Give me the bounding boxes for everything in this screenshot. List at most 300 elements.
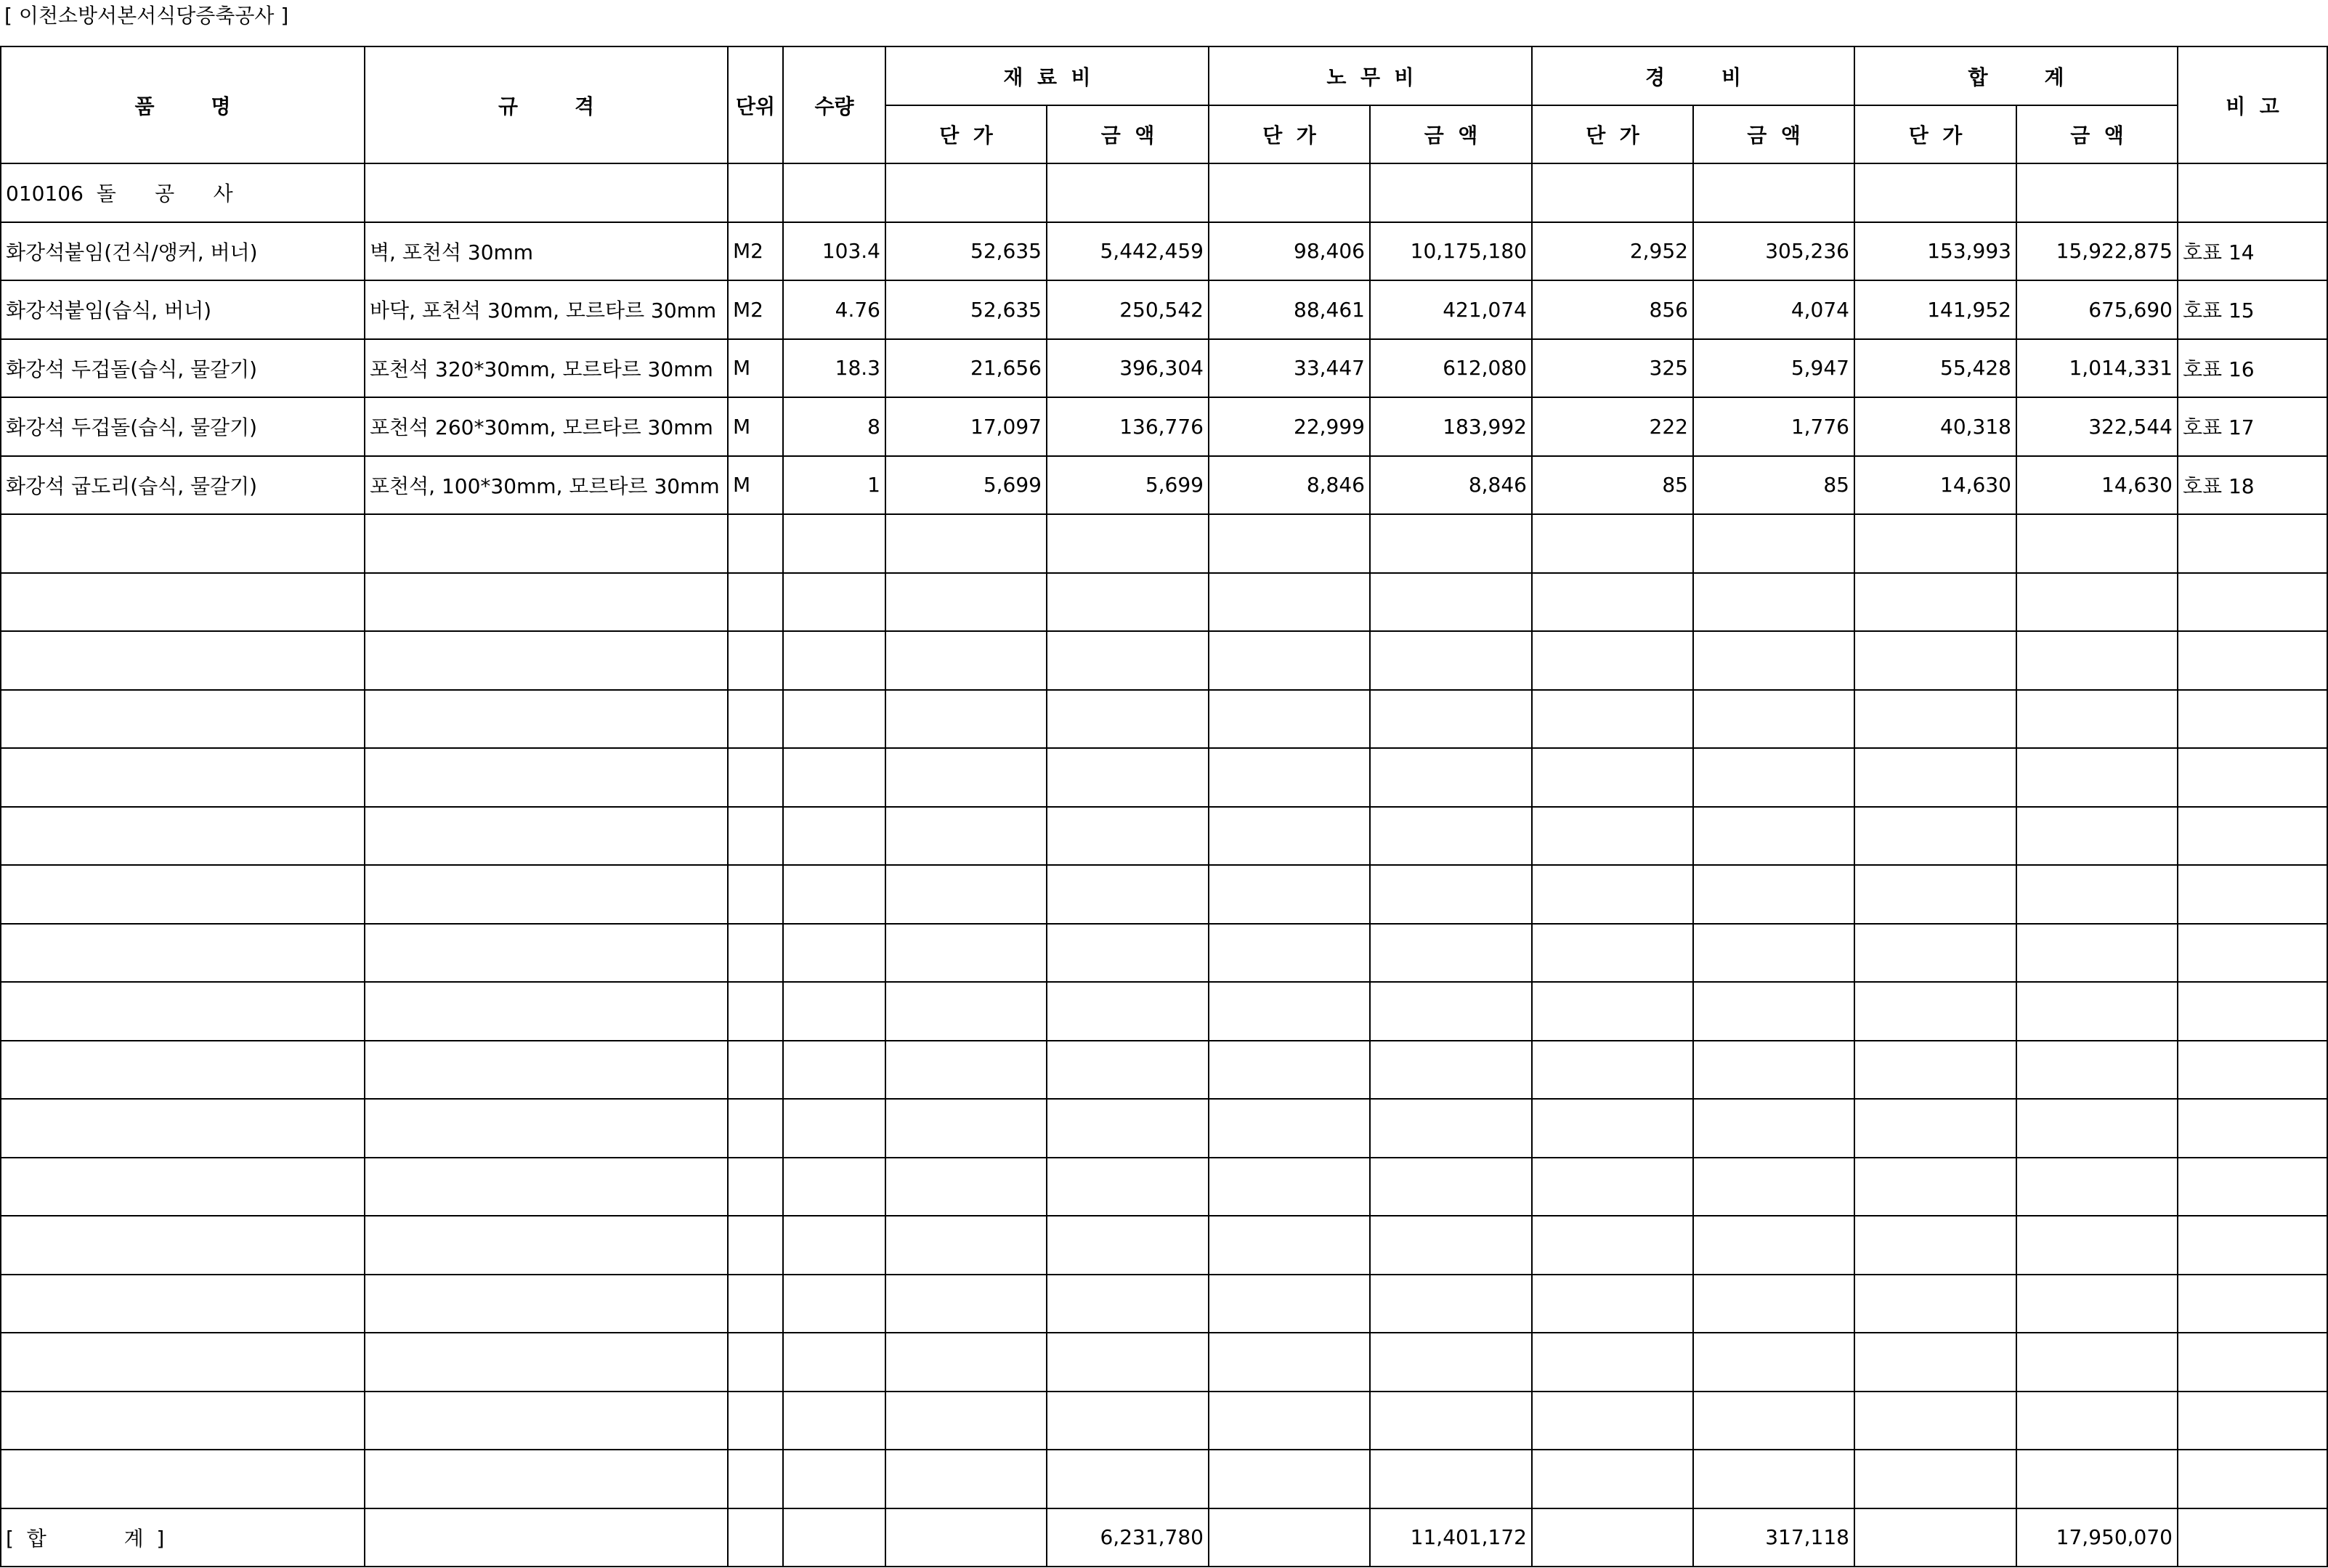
cell-expense-amount: 5,947 xyxy=(1693,339,1854,398)
cell-expense-unit-price: 856 xyxy=(1532,280,1693,339)
empty-cell xyxy=(2016,1041,2178,1100)
cell-name: 화강석붙임(습식, 버너) xyxy=(1,280,365,339)
empty-cell xyxy=(2016,1216,2178,1275)
header-remark: 비 고 xyxy=(2178,46,2327,163)
header-unit: 단위 xyxy=(728,46,783,163)
table-body xyxy=(1,163,2327,1567)
empty-cell xyxy=(1047,1333,1209,1392)
cell-labor-unit-price xyxy=(1209,163,1370,222)
empty-cell xyxy=(885,1275,1047,1333)
empty-row xyxy=(1,514,2327,573)
empty-cell xyxy=(2016,514,2178,573)
empty-cell xyxy=(728,1392,783,1450)
empty-cell xyxy=(1209,1041,1370,1100)
empty-cell xyxy=(1209,748,1370,807)
empty-cell xyxy=(1693,924,1854,983)
empty-row xyxy=(1,1333,2327,1392)
empty-cell xyxy=(728,1275,783,1333)
empty-cell xyxy=(2178,1216,2327,1275)
empty-cell xyxy=(783,1392,885,1450)
empty-cell xyxy=(1209,1216,1370,1275)
empty-cell xyxy=(885,807,1047,866)
empty-cell xyxy=(1370,1333,1532,1392)
empty-cell xyxy=(1370,631,1532,690)
empty-row xyxy=(1,1041,2327,1100)
empty-cell xyxy=(1854,865,2016,924)
cell-spec: 바닥, 포천석 30mm, 모르타르 30mm xyxy=(365,280,728,339)
empty-cell xyxy=(1047,514,1209,573)
empty-cell xyxy=(1370,1450,1532,1508)
empty-cell xyxy=(1209,1275,1370,1333)
empty-row xyxy=(1,1392,2327,1450)
empty-cell xyxy=(2016,690,2178,749)
summary-row xyxy=(1,1508,2327,1567)
summary-expense-amount: 317,118 xyxy=(1693,1508,1854,1567)
empty-cell xyxy=(2178,573,2327,632)
empty-cell xyxy=(1047,865,1209,924)
header-labor-unit-price: 단 가 xyxy=(1209,105,1370,163)
cell-total-amount: 15,922,875 xyxy=(2016,222,2178,281)
empty-cell xyxy=(2016,1333,2178,1392)
cell-material-unit-price: 17,097 xyxy=(885,397,1047,456)
empty-cell xyxy=(2178,1158,2327,1216)
empty-cell xyxy=(2178,1450,2327,1508)
empty-cell xyxy=(1693,1158,1854,1216)
empty-cell xyxy=(783,690,885,749)
empty-cell xyxy=(1854,631,2016,690)
empty-cell xyxy=(365,1450,728,1508)
empty-cell xyxy=(783,1099,885,1158)
empty-cell xyxy=(365,1099,728,1158)
summary-empty-cell xyxy=(728,1508,783,1567)
empty-cell xyxy=(783,1216,885,1275)
empty-cell xyxy=(1047,1392,1209,1450)
empty-cell xyxy=(1532,1158,1693,1216)
empty-cell xyxy=(728,690,783,749)
header-labor: 노 무 비 xyxy=(1209,46,1532,105)
cell-total-unit-price: 40,318 xyxy=(1854,397,2016,456)
empty-row xyxy=(1,1216,2327,1275)
empty-cell xyxy=(365,1392,728,1450)
empty-cell xyxy=(2178,807,2327,866)
empty-cell xyxy=(1532,807,1693,866)
header-expense-amount: 금 액 xyxy=(1693,105,1854,163)
cell-name: 010106 돌 공 사 xyxy=(1,163,365,222)
empty-cell xyxy=(1532,1099,1693,1158)
header-material-unit-price: 단 가 xyxy=(885,105,1047,163)
cell-total-unit-price: 153,993 xyxy=(1854,222,2016,281)
cell-material-amount: 250,542 xyxy=(1047,280,1209,339)
empty-cell xyxy=(2016,1158,2178,1216)
empty-cell xyxy=(885,982,1047,1041)
cell-labor-unit-price: 8,846 xyxy=(1209,456,1370,515)
empty-cell xyxy=(1854,924,2016,983)
empty-cell xyxy=(1854,573,2016,632)
empty-cell xyxy=(1047,924,1209,983)
empty-cell xyxy=(1370,982,1532,1041)
summary-total-amount: 17,950,070 xyxy=(2016,1508,2178,1567)
empty-cell xyxy=(365,1158,728,1216)
empty-cell xyxy=(1,1216,365,1275)
empty-cell xyxy=(885,1392,1047,1450)
empty-cell xyxy=(783,1450,885,1508)
empty-cell xyxy=(1532,1216,1693,1275)
empty-row xyxy=(1,807,2327,866)
cell-unit: M xyxy=(728,397,783,456)
empty-cell xyxy=(783,748,885,807)
empty-cell xyxy=(783,807,885,866)
empty-cell xyxy=(1854,982,2016,1041)
empty-cell xyxy=(1854,1333,2016,1392)
summary-empty-cell xyxy=(885,1508,1047,1567)
empty-cell xyxy=(1693,982,1854,1041)
empty-cell xyxy=(1209,1392,1370,1450)
cell-total-unit-price: 141,952 xyxy=(1854,280,2016,339)
header-material-amount: 금 액 xyxy=(1047,105,1209,163)
empty-cell xyxy=(783,1158,885,1216)
empty-cell xyxy=(783,1275,885,1333)
cell-qty: 103.4 xyxy=(783,222,885,281)
empty-cell xyxy=(1209,1450,1370,1508)
cell-spec: 포천석 260*30mm, 모르타르 30mm xyxy=(365,397,728,456)
cell-remark: 호표 18 xyxy=(2178,456,2327,515)
empty-cell xyxy=(2016,982,2178,1041)
empty-cell xyxy=(365,865,728,924)
empty-cell xyxy=(1532,982,1693,1041)
empty-cell xyxy=(1209,924,1370,983)
table-row xyxy=(1,280,2327,339)
empty-cell xyxy=(885,1450,1047,1508)
empty-cell xyxy=(365,631,728,690)
empty-cell xyxy=(2016,573,2178,632)
empty-cell xyxy=(783,1333,885,1392)
empty-cell xyxy=(885,1333,1047,1392)
cell-material-unit-price: 52,635 xyxy=(885,280,1047,339)
empty-cell xyxy=(1047,1450,1209,1508)
empty-cell xyxy=(1370,690,1532,749)
empty-cell xyxy=(728,1450,783,1508)
empty-cell xyxy=(1532,514,1693,573)
summary-empty-cell xyxy=(783,1508,885,1567)
empty-cell xyxy=(728,982,783,1041)
empty-cell xyxy=(885,1099,1047,1158)
empty-cell xyxy=(2016,807,2178,866)
cell-material-amount: 396,304 xyxy=(1047,339,1209,398)
cell-total-amount xyxy=(2016,163,2178,222)
empty-cell xyxy=(1370,865,1532,924)
empty-cell xyxy=(728,865,783,924)
empty-row xyxy=(1,1450,2327,1508)
empty-row xyxy=(1,631,2327,690)
empty-cell xyxy=(783,514,885,573)
empty-cell xyxy=(1370,1158,1532,1216)
header-qty: 수량 xyxy=(783,46,885,163)
empty-cell xyxy=(1,631,365,690)
empty-cell xyxy=(1693,1450,1854,1508)
cell-qty: 8 xyxy=(783,397,885,456)
cell-material-unit-price xyxy=(885,163,1047,222)
empty-row xyxy=(1,1099,2327,1158)
cell-unit: M2 xyxy=(728,280,783,339)
empty-cell xyxy=(1,1333,365,1392)
summary-empty-cell xyxy=(1532,1508,1693,1567)
empty-cell xyxy=(1,1392,365,1450)
empty-cell xyxy=(1693,1333,1854,1392)
empty-cell xyxy=(885,690,1047,749)
cell-total-unit-price: 14,630 xyxy=(1854,456,2016,515)
empty-row xyxy=(1,748,2327,807)
empty-cell xyxy=(1854,690,2016,749)
empty-cell xyxy=(1693,1099,1854,1158)
table-row xyxy=(1,222,2327,281)
empty-cell xyxy=(1209,690,1370,749)
summary-material-amount: 6,231,780 xyxy=(1047,1508,1209,1567)
empty-cell xyxy=(1,865,365,924)
empty-cell xyxy=(1370,1216,1532,1275)
empty-cell xyxy=(1,514,365,573)
empty-cell xyxy=(1854,807,2016,866)
cell-unit: M2 xyxy=(728,222,783,281)
cell-labor-amount: 183,992 xyxy=(1370,397,1532,456)
empty-cell xyxy=(783,982,885,1041)
empty-cell xyxy=(728,573,783,632)
empty-cell xyxy=(1693,1216,1854,1275)
empty-row xyxy=(1,865,2327,924)
empty-cell xyxy=(885,1158,1047,1216)
empty-cell xyxy=(728,514,783,573)
cell-unit xyxy=(728,163,783,222)
empty-cell xyxy=(1209,807,1370,866)
empty-cell xyxy=(728,807,783,866)
empty-cell xyxy=(1209,982,1370,1041)
empty-cell xyxy=(783,865,885,924)
empty-cell xyxy=(2016,924,2178,983)
cell-total-unit-price xyxy=(1854,163,2016,222)
cell-labor-unit-price: 88,461 xyxy=(1209,280,1370,339)
empty-cell xyxy=(1854,1099,2016,1158)
empty-cell xyxy=(1,1041,365,1100)
cell-material-amount xyxy=(1047,163,1209,222)
empty-cell xyxy=(365,924,728,983)
header-material: 재 료 비 xyxy=(885,46,1209,105)
empty-cell xyxy=(728,631,783,690)
empty-cell xyxy=(1854,1041,2016,1100)
empty-cell xyxy=(1047,807,1209,866)
empty-cell xyxy=(2016,1099,2178,1158)
empty-cell xyxy=(1532,1275,1693,1333)
empty-cell xyxy=(728,1099,783,1158)
empty-cell xyxy=(1532,1392,1693,1450)
empty-cell xyxy=(1,690,365,749)
cell-qty: 4.76 xyxy=(783,280,885,339)
empty-cell xyxy=(728,1216,783,1275)
empty-cell xyxy=(1532,631,1693,690)
empty-cell xyxy=(1,924,365,983)
empty-cell xyxy=(1370,1041,1532,1100)
empty-cell xyxy=(885,631,1047,690)
empty-cell xyxy=(1532,865,1693,924)
empty-cell xyxy=(365,1216,728,1275)
empty-cell xyxy=(1693,1041,1854,1100)
empty-cell xyxy=(1370,514,1532,573)
empty-row xyxy=(1,690,2327,749)
cell-labor-amount xyxy=(1370,163,1532,222)
empty-cell xyxy=(1209,865,1370,924)
empty-cell xyxy=(2016,631,2178,690)
empty-cell xyxy=(1047,1099,1209,1158)
cell-labor-unit-price: 98,406 xyxy=(1209,222,1370,281)
empty-cell xyxy=(365,690,728,749)
cell-total-amount: 1,014,331 xyxy=(2016,339,2178,398)
empty-cell xyxy=(1693,631,1854,690)
empty-cell xyxy=(728,1333,783,1392)
summary-empty-cell xyxy=(365,1508,728,1567)
empty-cell xyxy=(2016,1275,2178,1333)
empty-cell xyxy=(2178,1099,2327,1158)
empty-cell xyxy=(783,573,885,632)
document-title: [ 이천소방서본서식당증축공사 ] xyxy=(4,4,289,28)
cell-expense-unit-price: 85 xyxy=(1532,456,1693,515)
empty-cell xyxy=(885,924,1047,983)
empty-cell xyxy=(1,1158,365,1216)
empty-row xyxy=(1,573,2327,632)
empty-cell xyxy=(2016,1392,2178,1450)
cell-remark: 호표 17 xyxy=(2178,397,2327,456)
empty-row xyxy=(1,1158,2327,1216)
empty-cell xyxy=(1047,631,1209,690)
empty-cell xyxy=(365,1275,728,1333)
empty-cell xyxy=(365,1041,728,1100)
empty-cell xyxy=(885,1041,1047,1100)
cell-total-amount: 675,690 xyxy=(2016,280,2178,339)
cell-remark: 호표 14 xyxy=(2178,222,2327,281)
empty-cell xyxy=(2016,1450,2178,1508)
empty-cell xyxy=(365,807,728,866)
table-row xyxy=(1,397,2327,456)
empty-cell xyxy=(1693,573,1854,632)
cell-qty: 18.3 xyxy=(783,339,885,398)
empty-cell xyxy=(2178,748,2327,807)
empty-cell xyxy=(2016,748,2178,807)
empty-cell xyxy=(1370,748,1532,807)
header-name: 품 명 xyxy=(1,46,365,163)
cell-material-unit-price: 52,635 xyxy=(885,222,1047,281)
cell-spec: 포천석 320*30mm, 모르타르 30mm xyxy=(365,339,728,398)
empty-cell xyxy=(2178,924,2327,983)
empty-cell xyxy=(2178,865,2327,924)
header-total-unit-price: 단 가 xyxy=(1854,105,2016,163)
empty-cell xyxy=(783,924,885,983)
cell-unit: M xyxy=(728,339,783,398)
cell-name: 화강석 두겁돌(습식, 물갈기) xyxy=(1,397,365,456)
empty-cell xyxy=(1047,690,1209,749)
table-row xyxy=(1,163,2327,222)
cell-spec: 포천석, 100*30mm, 모르타르 30mm xyxy=(365,456,728,515)
empty-cell xyxy=(2016,865,2178,924)
empty-cell xyxy=(2178,514,2327,573)
empty-cell xyxy=(885,865,1047,924)
cell-qty xyxy=(783,163,885,222)
empty-cell xyxy=(1209,1099,1370,1158)
cell-labor-amount: 8,846 xyxy=(1370,456,1532,515)
empty-cell xyxy=(2178,1275,2327,1333)
empty-cell xyxy=(1854,1275,2016,1333)
cell-labor-amount: 421,074 xyxy=(1370,280,1532,339)
empty-cell xyxy=(2178,690,2327,749)
empty-row xyxy=(1,1275,2327,1333)
empty-row xyxy=(1,982,2327,1041)
empty-row xyxy=(1,924,2327,983)
empty-cell xyxy=(1532,573,1693,632)
empty-cell xyxy=(1,1099,365,1158)
header-total-amount: 금 액 xyxy=(2016,105,2178,163)
cell-total-unit-price: 55,428 xyxy=(1854,339,2016,398)
cell-spec: 벽, 포천석 30mm xyxy=(365,222,728,281)
empty-cell xyxy=(1209,1333,1370,1392)
cell-material-unit-price: 21,656 xyxy=(885,339,1047,398)
cell-expense-amount: 305,236 xyxy=(1693,222,1854,281)
cell-expense-amount: 1,776 xyxy=(1693,397,1854,456)
empty-cell xyxy=(885,1216,1047,1275)
empty-cell xyxy=(1854,1450,2016,1508)
empty-cell xyxy=(1370,924,1532,983)
empty-cell xyxy=(365,982,728,1041)
empty-cell xyxy=(728,1041,783,1100)
empty-cell xyxy=(1047,1041,1209,1100)
cell-labor-amount: 10,175,180 xyxy=(1370,222,1532,281)
empty-cell xyxy=(1047,982,1209,1041)
cell-expense-unit-price: 325 xyxy=(1532,339,1693,398)
header-expense: 경 비 xyxy=(1532,46,1854,105)
empty-cell xyxy=(885,514,1047,573)
header-total: 합 계 xyxy=(1854,46,2178,105)
empty-cell xyxy=(1370,1392,1532,1450)
summary-empty-cell xyxy=(1854,1508,2016,1567)
cell-remark: 호표 15 xyxy=(2178,280,2327,339)
empty-cell xyxy=(1370,1275,1532,1333)
empty-cell xyxy=(728,924,783,983)
cell-labor-unit-price: 33,447 xyxy=(1209,339,1370,398)
empty-cell xyxy=(365,573,728,632)
empty-cell xyxy=(885,748,1047,807)
empty-cell xyxy=(1,807,365,866)
empty-cell xyxy=(2178,631,2327,690)
empty-cell xyxy=(1854,1158,2016,1216)
empty-cell xyxy=(1047,1275,1209,1333)
empty-cell xyxy=(1,1275,365,1333)
empty-cell xyxy=(1,982,365,1041)
summary-empty-cell xyxy=(1209,1508,1370,1567)
empty-cell xyxy=(365,514,728,573)
empty-cell xyxy=(1532,1450,1693,1508)
empty-cell xyxy=(1047,1158,1209,1216)
empty-cell xyxy=(2178,1333,2327,1392)
empty-cell xyxy=(1693,1392,1854,1450)
empty-cell xyxy=(728,748,783,807)
empty-cell xyxy=(885,573,1047,632)
empty-cell xyxy=(365,748,728,807)
empty-cell xyxy=(1,748,365,807)
table-row xyxy=(1,456,2327,515)
empty-cell xyxy=(1854,514,2016,573)
empty-cell xyxy=(1209,1158,1370,1216)
empty-cell xyxy=(1,573,365,632)
cell-spec xyxy=(365,163,728,222)
empty-cell xyxy=(1532,748,1693,807)
empty-cell xyxy=(1693,690,1854,749)
empty-cell xyxy=(1854,1216,2016,1275)
empty-cell xyxy=(1370,1099,1532,1158)
